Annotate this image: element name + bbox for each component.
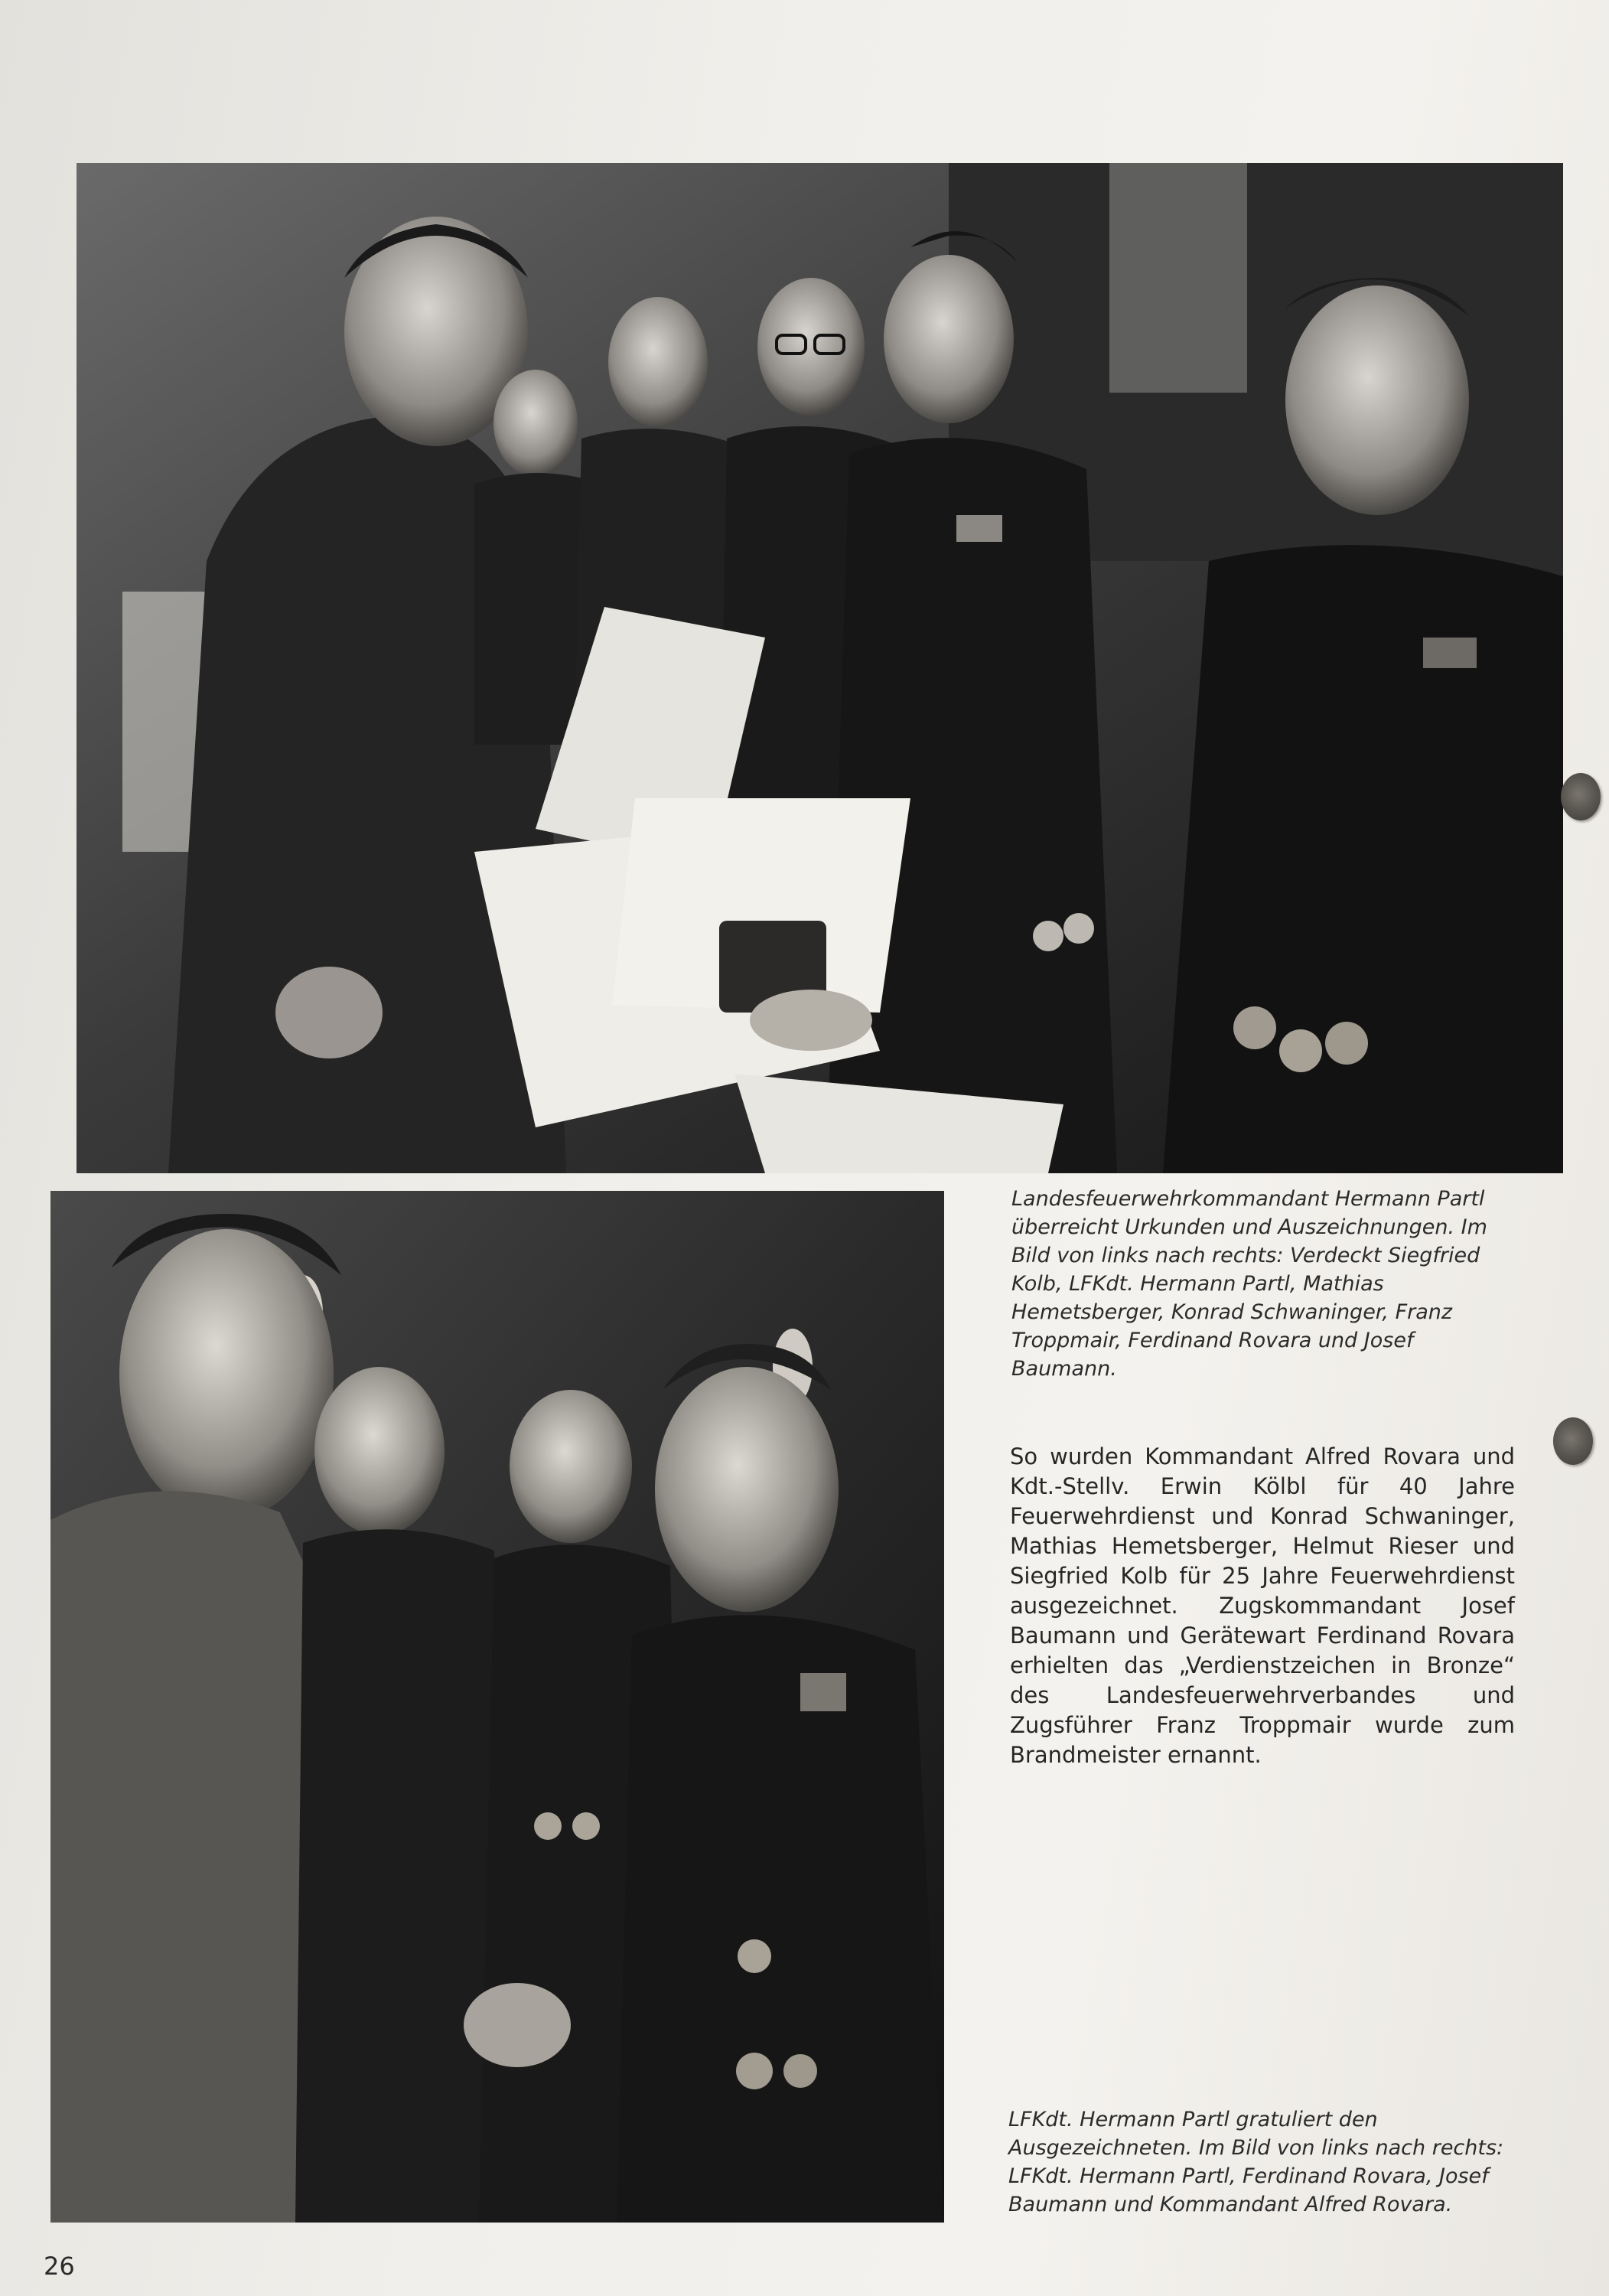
punch-hole [1561, 773, 1601, 820]
photo-award-ceremony-image [77, 163, 1563, 1173]
caption-bottom-photo: LFKdt. Hermann Partl gratuliert den Ausgezeichneten. Im Bild von links nach rechts: LFKdt. Hermann Partl, Ferdinand Rovara, Josef Baumann und Kommandant Alfred Rovara. [1008, 2108, 1504, 2216]
page-number: 26 [44, 2252, 75, 2281]
photo-award-ceremony [77, 163, 1563, 1173]
photo-handshake [50, 1191, 944, 2223]
article-body-text: So wurden Kommandant Alfred Rovara und Kdt.-Stellv. Erwin Kölbl für 40 Jahre Feuerwehrdienst und Konrad Schwaninger, Mathias Hemetsberger, Helmut Rieser und Siegfried Kolb für 25 Jahre Feuerwehrdienst ausgezeichnet. Zugskommandant Josef Baumann und Gerätewart Ferdinand Rovara erhielten das „Verdienstzeichen in Bronze“ des Landesfeuerwehrverbandes und Zugsführer Franz Troppmair wurde zum Brandmeister ernannt. [1010, 1443, 1515, 1768]
punch-hole [1553, 1417, 1593, 1465]
photo-handshake-image [50, 1191, 944, 2223]
caption-top-photo: Landesfeuerwehrkommandant Hermann Partl überreicht Urkunden und Auszeichnungen. Im Bild von links nach rechts: Verdeckt Siegfried Kolb, LFKdt. Hermann Partl, Mathias Hemetsberger, Konrad Schwaninger, Franz Troppmair, Ferdinand Rovara und Josef Baumann. [1011, 1187, 1487, 1381]
